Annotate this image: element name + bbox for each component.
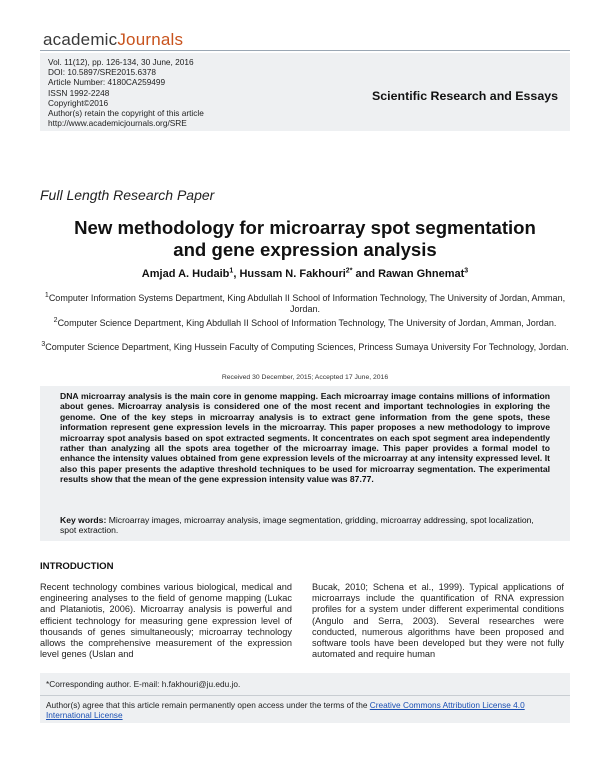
author-mark: 3 xyxy=(464,267,469,275)
affiliation-3 xyxy=(40,342,570,353)
abstract-box xyxy=(40,386,570,541)
body-column-left: Recent technology combines various biological, medical and engineering analyses to the field of genome mapping (Lukac and Plataniotis, 2006). Microarray analysis is powerful and efficient technology for measuring gene expression level of thousands of genes simultaneously; microarray technology allows the comprehensive measurement of the expression level genes (Uslan and xyxy=(40,582,292,660)
meta-url: http://www.academicjournals.org/SRE xyxy=(48,118,187,129)
section-heading-introduction: INTRODUCTION xyxy=(40,561,114,572)
affiliation-2 xyxy=(40,318,570,329)
affiliation-mark: 1 xyxy=(44,292,49,299)
footer-box xyxy=(40,673,570,723)
affiliation-mark: 3 xyxy=(41,341,46,348)
author-mark: 1 xyxy=(229,267,234,275)
author-list xyxy=(40,268,570,280)
article-info-box xyxy=(40,53,570,131)
meta-article-number: Article Number: 4180CA259499 xyxy=(48,77,166,88)
received-dates: Received 30 December, 2015; Accepted 17 June, 2016 xyxy=(221,374,389,381)
meta-issn: ISSN 1992-2248 xyxy=(48,87,110,98)
corresponding-author: *Corresponding author. E-mail: h.fakhouri@ju.edu.jo. xyxy=(46,679,241,689)
author-mark: 2* xyxy=(345,267,353,275)
journal-name: Scientific Research and Essays xyxy=(372,89,558,103)
affiliation-text: Computer Science Department, King Abdullah II School of Information Technology, The University of Jordan, Amman, Jordan. xyxy=(57,318,557,328)
paper-title xyxy=(40,217,570,261)
keywords-label: Key words: xyxy=(60,515,107,525)
affiliation-text: Computer Information Systems Department, King Abdullah II School of Information Technology, The University of Jordan, Amman, Jordan. xyxy=(48,293,566,314)
meta-copyright: Copyright©2016 xyxy=(48,97,109,108)
affiliation-text: Computer Science Department, King Hussein Faculty of Computing Sciences, Princess Sumaya University For Technology, Jordan. xyxy=(45,342,569,352)
keywords-list: Microarray images, microarray analysis, image segmentation, gridding, microarray addressing, spot localization, spot extraction. xyxy=(60,515,534,536)
logo-prefix: academic xyxy=(43,30,118,49)
license-link[interactable]: Creative Commons Attribution License 4.0 International License xyxy=(46,700,525,721)
license-statement xyxy=(46,700,566,720)
body-column-right: Bucak, 2010; Schena et al., 1999). Typical applications of microarrays include the quantification of RNA expression profiles for a system under different experimental conditions (Angulo and Serra, 2003). Several researches were conducted, numerous algorithms have been proposed and software tools have been developed but they were not fully automated and require human xyxy=(312,582,564,660)
logo-suffix: Journals xyxy=(117,30,184,49)
publisher-logo xyxy=(43,30,183,50)
title-line-2: and gene expression analysis xyxy=(173,239,437,260)
abstract-text: DNA microarray analysis is the main core in genome mapping. Each microarray image contains millions of information about genes. Microarray analysis is considered one of the most recent and important technologies in exploring the genome. One of the key steps in microarray analysis is to extract gene information from the gene spots, these information represent gene expression levels in the microarray. This paper proposes a new methodology to improve microarray spot analysis based on spot extracted segments. It concentrates on each spot segment area independently rather than analyzing all the spots area together of the microarray image. This paper provides a formal model to enhance the intensity values obtained from gene expression levels of the microarray at any intensity expressed level. It also this paper presents the adaptive threshold techniques to be used for microarray segmentation. The experimental results show that the mean of the gene expression intensity value was 87.77. xyxy=(60,391,550,485)
header-divider xyxy=(40,50,570,51)
affiliation-1 xyxy=(40,293,570,315)
author-name: Hussam N. Fakhouri xyxy=(239,268,346,280)
author-name: Rawan Ghnemat xyxy=(378,268,465,280)
affiliation-mark: 2 xyxy=(53,317,58,324)
author-separator: and xyxy=(352,268,379,280)
article-metadata xyxy=(48,57,204,128)
meta-volume: Vol. 11(12), pp. 126-134, 30 June, 2016 xyxy=(48,57,194,67)
title-line-1: New methodology for microarray spot segmentation xyxy=(74,217,536,238)
meta-rights: Author(s) retain the copyright of this article xyxy=(48,108,204,119)
meta-doi: DOI: 10.5897/SRE2015.6378 xyxy=(48,67,156,78)
author-name: Amjad A. Hudaib xyxy=(141,268,230,280)
paper-type: Full Length Research Paper xyxy=(40,187,215,203)
keywords xyxy=(60,515,550,536)
footer-divider xyxy=(40,695,570,696)
license-text: Author(s) agree that this article remain permanently open access under the terms of the xyxy=(46,700,370,710)
author-separator: , xyxy=(233,268,240,280)
